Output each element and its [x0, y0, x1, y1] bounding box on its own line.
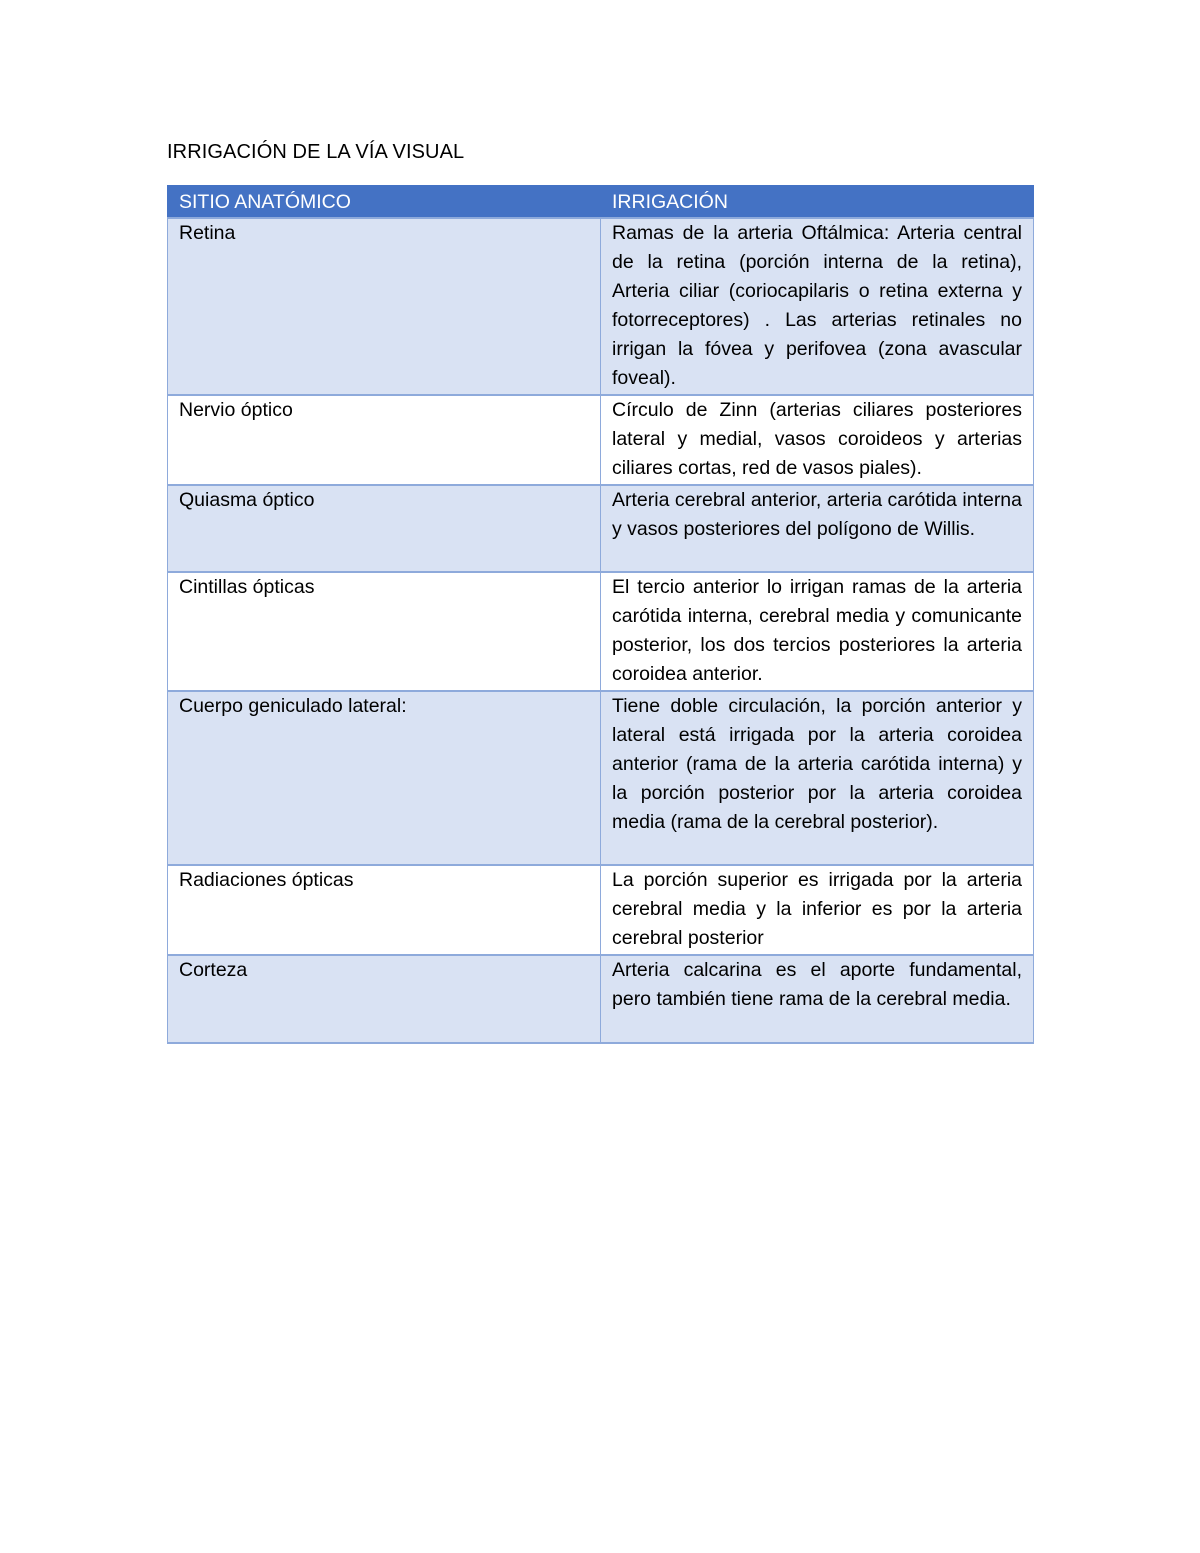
page-title: IRRIGACIÓN DE LA VÍA VISUAL [167, 141, 465, 163]
site-cell: Nervio óptico [168, 395, 601, 485]
site-cell: Quiasma óptico [168, 485, 601, 572]
header-irrigacion: IRRIGACIÓN [601, 186, 1034, 219]
table-row [168, 395, 1034, 485]
table-row [168, 955, 1034, 1043]
site-cell: Cintillas ópticas [168, 572, 601, 691]
irrigation-cell: Ramas de la arteria Oftálmica: Arteria central de la retina (porción interna de la retina), Arteria ciliar (coriocapilaris o retina externa y fotorreceptores) . Las arterias retinales no irrigan la fóvea y perifovea (zona avascular foveal). [601, 218, 1034, 395]
site-cell: Cuerpo geniculado lateral: [168, 691, 601, 865]
irrigation-table [167, 185, 1034, 1044]
site-cell: Corteza [168, 955, 601, 1043]
site-cell: Retina [168, 218, 601, 395]
table-header-row [168, 186, 1034, 219]
irrigation-cell: Arteria calcarina es el aporte fundamental, pero también tiene rama de la cerebral media. [601, 955, 1034, 1043]
table-row [168, 218, 1034, 395]
table-row [168, 865, 1034, 955]
irrigation-cell: Tiene doble circulación, la porción anterior y lateral está irrigada por la arteria coroidea anterior (rama de la arteria carótida interna) y la porción posterior por la arteria coroidea media (rama de la cerebral posterior). [601, 691, 1034, 865]
irrigation-cell: Arteria cerebral anterior, arteria carótida interna y vasos posteriores del polígono de Willis. [601, 485, 1034, 572]
table-row [168, 691, 1034, 865]
irrigation-cell: La porción superior es irrigada por la arteria cerebral media y la inferior es por la arteria cerebral posterior [601, 865, 1034, 955]
irrigation-cell: El tercio anterior lo irrigan ramas de la arteria carótida interna, cerebral media y comunicante posterior, los dos tercios posteriores la arteria coroidea anterior. [601, 572, 1034, 691]
table-row [168, 572, 1034, 691]
irrigation-cell: Círculo de Zinn (arterias ciliares posteriores lateral y medial, vasos coroideos y arterias ciliares cortas, red de vasos piales). [601, 395, 1034, 485]
table-row [168, 485, 1034, 572]
header-sitio-anatomico: SITIO ANATÓMICO [168, 186, 601, 219]
site-cell: Radiaciones ópticas [168, 865, 601, 955]
